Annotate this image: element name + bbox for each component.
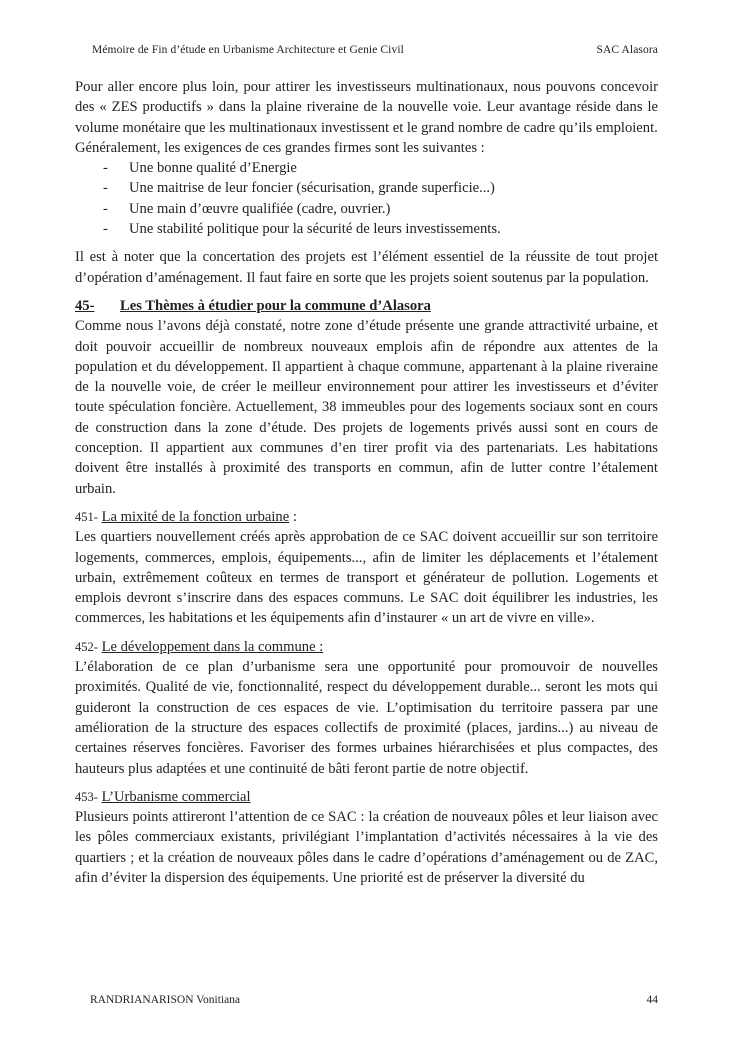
dash-marker: - [103,221,108,238]
concertation-paragraph: Il est à noter que la concertation des projets est l’élément essentiel de la réussite de tout projet d’opération d’aménagement. Il faut faire en sorte que les projets soient soutenus par la population. [75,249,658,286]
list-item-text: Une main d’œuvre qualifiée (cadre, ouvrier.) [129,200,391,217]
dash-marker: - [103,200,108,217]
section-number: 451- [75,509,98,524]
section-heading-45 [75,296,658,316]
footer-author: RANDRIANARISON Vonitiana [90,994,241,1006]
intro-paragraph: Pour aller encore plus loin, pour attirer les investisseurs multinationaux, nous pouvons concevoir des « ZES productifs » dans la plaine riveraine de la nouvelle voie. Leur avantage réside dans le volume monétaire que les multinationaux investissent et le grand nombre de cadre qu’ils emploient. [75,79,658,136]
section-title: La mixité de la fonction urbaine [101,508,290,525]
section-453-body: Plusieurs points attireront l’attention de ce SAC : la création de nouveaux pôles et leur liaison avec les pôles commerciaux existants, privilégiant l’implantation d’activités nécessaires à la vie des quartiers ; et la création de nouveaux pôles dans le cadre d’opérations d’aménagement ou de ZAC, afin d’éviter la dispersion des équipements. Une priorité est de préserver la diversité du [75,809,658,886]
section-heading-452 [75,637,658,657]
list-item-text: Une maitrise de leur foncier (sécurisation, grande superficie...) [129,180,495,197]
dash-marker: - [103,180,108,197]
requirements-list [75,158,658,239]
list-item [75,199,658,219]
list-item-text: Une bonne qualité d’Energie [129,160,297,177]
list-item-text: Une stabilité politique pour la sécurité de leurs investissements. [129,221,501,238]
section-number: 452- [75,639,98,654]
section-45-body: Comme nous l’avons déjà constaté, notre zone d’étude présente une grande attractivité urbaine, et doit pouvoir accueillir de nombreux nouveaux emplois afin de répondre aux attentes de la population et du développement. Il appartient à chaque commune, appartenant à la plaine riveraine de la nouvelle voie, de créer le meilleur environnement pour attirer les investisseurs et d’éviter toute spéculation foncière. Actuellement, 38 immeubles pour des logements sociaux sont en cours de construction dans la zone d’étude. Des projets de logements privés aussi sont en cours de conception. Il appartient aux communes d’en tirer profit via des partenariats. Les habitations doivent être installés à proximité des transports en commun, afin de lutter contre l’étalement urbain. [75,318,658,497]
section-451-body: Les quartiers nouvellement créés après approbation de ce SAC doivent accueillir sur son territoire logements, commerces, emplois, équipements..., afin de limiter les déplacements et l’étalement urbain, extrêmement coûteux en termes de transport et générateur de pollution. Logements et emplois devront s’inscrire dans des espaces communs. Le SAC doit équilibrer les industries, les commerces, les habitations et les équipements afin d’instaurer « un art de vivre en ville». [75,529,658,627]
header-project: SAC Alasora [596,44,658,56]
section-heading-453 [75,787,658,807]
header-title: Mémoire de Fin d’étude en Urbanisme Architecture et Genie Civil [92,44,404,56]
section-suffix: : [289,508,297,525]
section-number: 45- [75,297,95,314]
section-452-body: L’élaboration de ce plan d’urbanisme sera une opportunité pour promouvoir de nouvelles proximités. Qualité de vie, fonctionnalité, respect du développement durable... seront les mots qui guideront la construction de ces espaces de vie. L’optimisation du territoire passera par une amélioration de la structure des espaces collectifs de proximité (places, jardins...) au niveau de certaines réserves foncières. Favoriser des formes urbaines hiérarchisées et plus compactes, des hauteurs plus adaptées et une continuité de bâti feront partie de notre objectif. [75,659,658,777]
dash-marker: - [103,160,108,177]
section-title: L’Urbanisme commercial [101,788,251,805]
list-item [75,158,658,178]
list-item [75,178,658,198]
section-title: Les Thèmes à étudier pour la commune d’Alasora [120,297,431,314]
page-content [75,77,658,888]
list-item [75,219,658,239]
section-title: Le développement dans la commune : [101,638,324,655]
section-number: 453- [75,789,98,804]
requirements-lead: Généralement, les exigences de ces grandes firmes sont les suivantes : [75,139,485,156]
section-heading-451 [75,507,658,527]
page-number: 44 [646,994,658,1006]
